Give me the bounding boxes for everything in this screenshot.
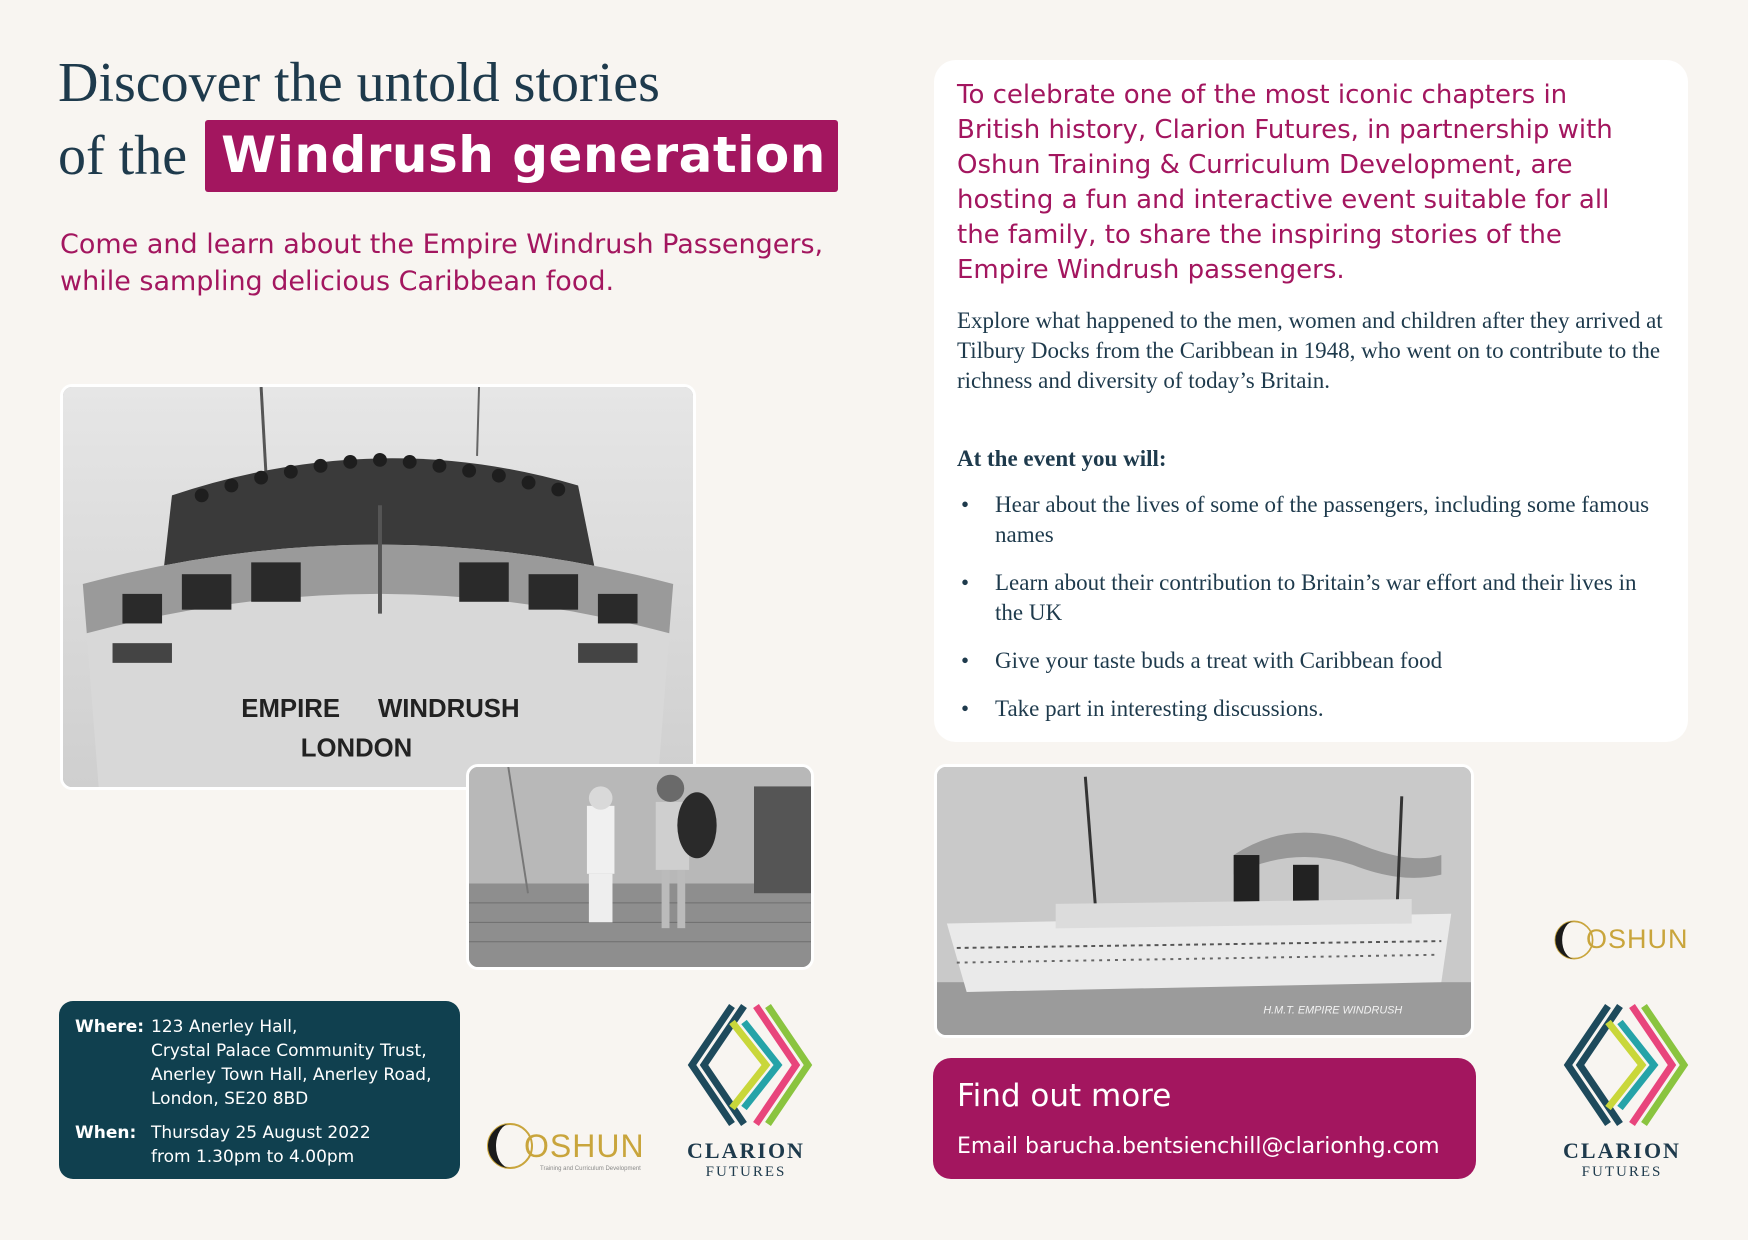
- list-item: • Give your taste buds a treat with Caribbean food: [957, 646, 1657, 676]
- intro-text: To celebrate one of the most iconic chapters in British history, Clarion Futures, in partnership with Oshun Training & Curriculum Development, are hosting a fun and interactive event suitable for all the family, to share the inspiring stories of the Empire Windrush passengers.: [957, 80, 1613, 285]
- oshun-tagline: Training and Curriculum Development: [540, 1166, 641, 1172]
- where-address: 123 Anerley Hall, Crystal Palace Community Trust, Anerley Town Hall, Anerley Road, London, SE20 8BD: [151, 1017, 432, 1109]
- svg-text:H.M.T. EMPIRE WINDRUSH: H.M.T. EMPIRE WINDRUSH: [1263, 1004, 1403, 1017]
- oshun-name: OSHUN: [1586, 924, 1689, 954]
- where-row: [75, 1015, 460, 1111]
- find-out-more-box: [933, 1058, 1476, 1179]
- when-row: [75, 1121, 460, 1169]
- body-text: Explore what happened to the men, women and children after they arrived at Tilbury Docks from the Caribbean in 1948, who went on to contribute to the richness and diversity of today’s Britain.: [957, 308, 1663, 393]
- clarion-emblem-icon: [676, 998, 816, 1132]
- headline: [58, 50, 858, 192]
- oshun-name: OSHUN: [524, 1128, 645, 1164]
- clarion-tagline: FUTURES: [1581, 1164, 1663, 1180]
- clarion-name: CLARION: [1563, 1138, 1681, 1163]
- headline-highlight: Windrush generation: [205, 120, 838, 192]
- find-out-more-title: Find out more: [957, 1078, 1172, 1114]
- subtitle: Come and learn about the Empire Windrush Passengers, while sampling delicious Caribbean food.: [60, 229, 824, 297]
- svg-text:EMPIRE: EMPIRE: [241, 695, 341, 724]
- clarion-tagline: FUTURES: [705, 1164, 787, 1180]
- svg-text:LONDON: LONDON: [300, 734, 413, 763]
- headline-line-1: Discover the untold stories: [58, 52, 660, 114]
- bullet-icon: •: [961, 648, 970, 673]
- event-details-box: [59, 1001, 460, 1179]
- bullet-icon: •: [961, 570, 970, 595]
- event-bullet-list: [957, 490, 1657, 742]
- list-item: • Hear about the lives of some of the passengers, including some famous names: [961, 492, 1650, 547]
- clarion-name: CLARION: [687, 1138, 805, 1163]
- where-label: Where:: [75, 1017, 145, 1037]
- clarion-futures-logo-right: [1552, 998, 1692, 1188]
- list-item: • Learn about their contribution to Britain’s war effort and their lives in the UK: [961, 570, 1637, 625]
- oshun-logo-right: [1552, 918, 1692, 968]
- bullet-icon: •: [961, 492, 970, 517]
- contact-email[interactable]: Email barucha.bentsienchill@clarionhg.com: [957, 1134, 1440, 1159]
- headline-prefix: of the: [58, 125, 188, 187]
- when-label: When:: [75, 1123, 137, 1143]
- clarion-futures-logo: [676, 998, 816, 1188]
- clarion-emblem-icon: [1552, 998, 1692, 1132]
- bullet-icon: •: [961, 696, 970, 721]
- ship-side-photo: [934, 764, 1474, 1038]
- ship-bow-photo: [60, 384, 696, 790]
- list-item: • Take part in interesting discussions.: [957, 694, 1657, 724]
- when-datetime: Thursday 25 August 2022 from 1.30pm to 4.00pm: [151, 1123, 371, 1167]
- children-on-deck-photo: [466, 764, 814, 970]
- oshun-logo: [484, 1120, 660, 1180]
- svg-text:WINDRUSH: WINDRUSH: [378, 695, 520, 724]
- event-heading: At the event you will:: [957, 446, 1167, 471]
- headline-line-2: [58, 120, 858, 192]
